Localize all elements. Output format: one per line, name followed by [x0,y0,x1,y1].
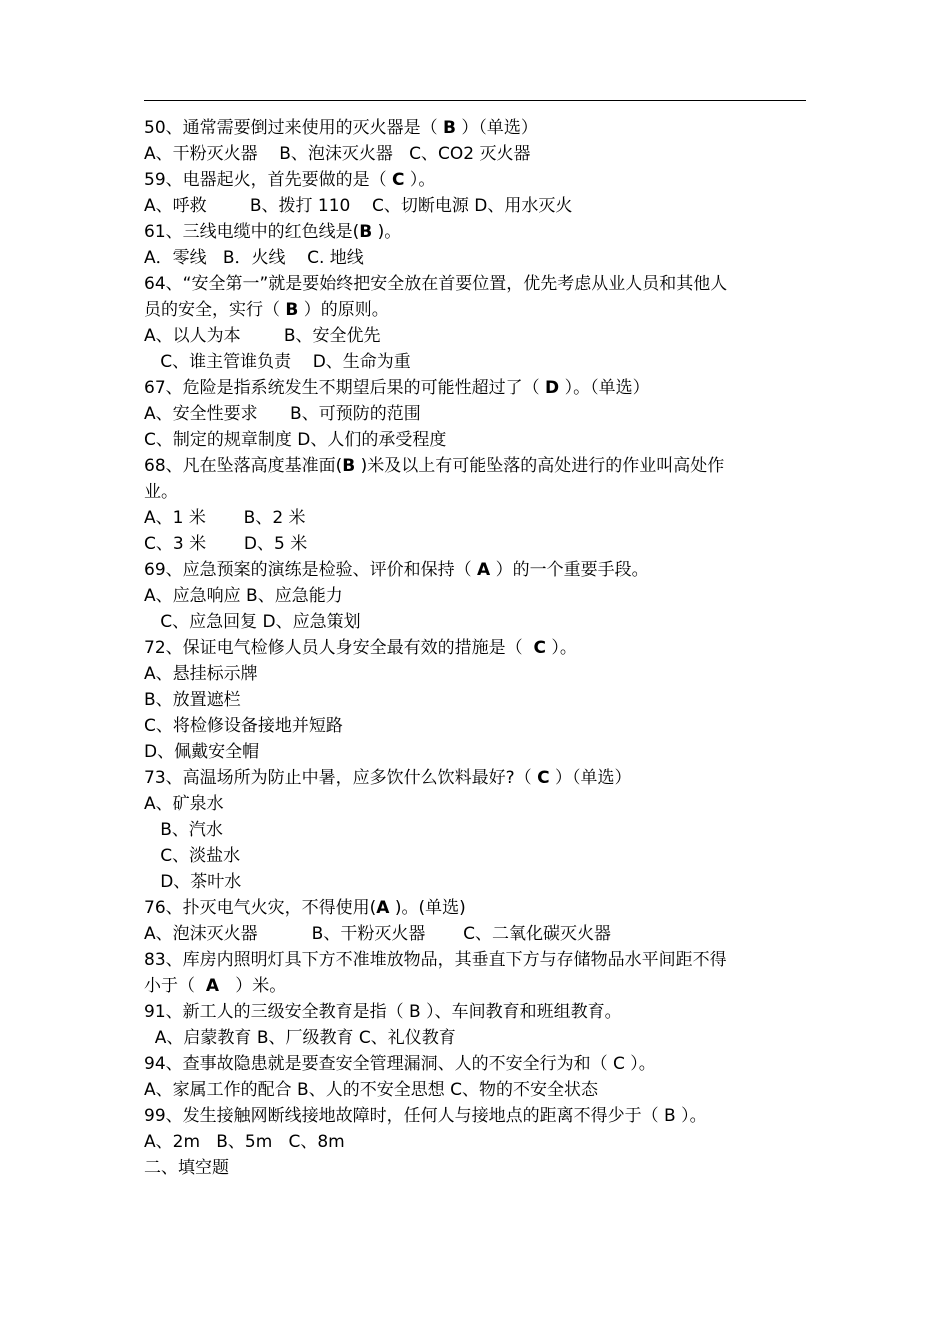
line-text: 73、高温场所为防止中暑，应多饮什么饮料最好?（ [144,768,538,788]
text-line [144,869,806,895]
line-text: 小于（ [144,976,206,996]
line-text-after: )。(单选) [389,898,466,918]
line-text: 二、填空题 [144,1158,229,1178]
text-line [144,453,806,479]
header-rule [144,100,806,101]
text-line [144,193,806,219]
line-text: A、干粉灭火器 B、泡沫灭火器 C、CO2 灭火器 [144,144,531,164]
line-text: A、安全性要求 B、可预防的范围 [144,404,421,424]
line-text: C、制定的规章制度 D、人们的承受程度 [144,430,447,450]
text-line [144,323,806,349]
line-text: A、呼救 B、拨打 110 C、切断电源 D、用水灭火 [144,196,573,216]
line-text-after: )米及以上有可能坠落的高处进行的作业叫高处作 [355,456,725,476]
line-text-after: ）米。 [218,976,287,996]
line-text: A、矿泉水 [144,794,224,814]
text-line [144,635,806,661]
text-line [144,1025,806,1051]
line-text: B、放置遮栏 [144,690,241,710]
line-text: D、茶叶水 [144,872,242,892]
line-text: A、2m B、5m C、8m [144,1132,345,1152]
text-line [144,141,806,167]
text-line [144,557,806,583]
line-text: B、汽水 [144,820,223,840]
text-line [144,947,806,973]
line-text: C、谁主管谁负责 D、生命为重 [144,352,411,372]
line-text: A、悬挂标示牌 [144,664,258,684]
text-line [144,1103,806,1129]
line-text: 67、危险是指系统发生不期望后果的可能性超过了（ [144,378,546,398]
line-text: 68、凡在坠落高度基准面( [144,456,343,476]
line-text-after: )。 [372,222,402,242]
text-line [144,609,806,635]
answer-letter: C [392,170,405,190]
text-line [144,713,806,739]
line-text: C、淡盐水 [144,846,241,866]
text-line [144,297,806,323]
line-text-after: ）的原则。 [298,300,389,320]
text-line [144,375,806,401]
line-text: C、将检修设备接地并短路 [144,716,343,736]
text-line [144,687,806,713]
text-line [144,921,806,947]
answer-letter: B [443,118,457,138]
answer-letter: A [376,898,390,918]
line-text: 72、保证电气检修人员人身安全最有效的措施是（ [144,638,534,658]
text-line [144,895,806,921]
line-text: 64、“安全第一”就是要始终把安全放在首要位置，优先考虑从业人员和其他人 [144,274,728,294]
text-line [144,999,806,1025]
text-line [144,531,806,557]
line-text: C、3 米 D、5 米 [144,534,308,554]
answer-letter: B [342,456,356,476]
line-text: A、泡沫灭火器 B、干粉灭火器 C、二氧化碳灭火器 [144,924,612,944]
line-text-after: ）。 [404,170,436,190]
text-line [144,1129,806,1155]
line-text: 83、库房内照明灯具下方不准堆放物品，其垂直下方与存储物品水平间距不得 [144,950,727,970]
answer-letter: A [205,976,219,996]
text-line [144,271,806,297]
line-text: 69、应急预案的演练是检验、评价和保持（ [144,560,478,580]
line-text: 61、三线电缆中的红色线是( [144,222,360,242]
text-line [144,973,806,999]
answer-letter: D [545,378,560,398]
line-text: A、家属工作的配合 B、人的不安全思想 C、物的不安全状态 [144,1080,598,1100]
line-text-after: ）（单选） [456,118,538,138]
text-line [144,843,806,869]
answer-letter: C [533,638,546,658]
document-body [144,115,806,1181]
text-line [144,167,806,193]
line-text: 59、电器起火，首先要做的是（ [144,170,393,190]
line-text: A、应急响应 B、应急能力 [144,586,343,606]
text-line [144,1155,806,1181]
text-line [144,1077,806,1103]
line-text-after: ）。 [545,638,577,658]
line-text: A、启蒙教育 B、厂级教育 C、礼仪教育 [144,1028,456,1048]
line-text-after: ）的一个重要手段。 [490,560,649,580]
line-text: 50、通常需要倒过来使用的灭火器是（ [144,118,444,138]
line-text: D、佩戴安全帽 [144,742,260,762]
line-text: A．零线 B．火线 C. 地线 [144,248,364,268]
answer-letter: C [537,768,550,788]
text-line [144,739,806,765]
line-text: 99、发生接触网断线接地故障时，任何人与接地点的距离不得少于（ B ）。 [144,1106,707,1126]
line-text-after: ）。（单选） [559,378,650,398]
line-text: 业。 [144,482,178,502]
text-line [144,219,806,245]
answer-letter: A [477,560,491,580]
answer-letter: B [359,222,373,242]
text-line [144,1051,806,1077]
text-line [144,505,806,531]
line-text: C、应急回复 D、应急策划 [144,612,361,632]
text-line [144,583,806,609]
line-text: 员的安全，实行（ [144,300,286,320]
text-line [144,791,806,817]
text-line [144,427,806,453]
text-line [144,115,806,141]
answer-letter: B [285,300,299,320]
text-line [144,401,806,427]
text-line [144,661,806,687]
line-text: 76、扑灭电气火灾，不得使用( [144,898,377,918]
text-line [144,245,806,271]
text-line [144,349,806,375]
text-line [144,479,806,505]
line-text: 91、新工人的三级安全教育是指（ B ）、车间教育和班组教育。 [144,1002,622,1022]
text-line [144,765,806,791]
line-text-after: ）（单选） [549,768,632,788]
line-text: A、以人为本 B、安全优先 [144,326,381,346]
line-text: A、1 米 B、2 米 [144,508,306,528]
text-line [144,817,806,843]
line-text: 94、查事故隐患就是要查安全管理漏洞、人的不安全行为和（ C ）。 [144,1054,656,1074]
